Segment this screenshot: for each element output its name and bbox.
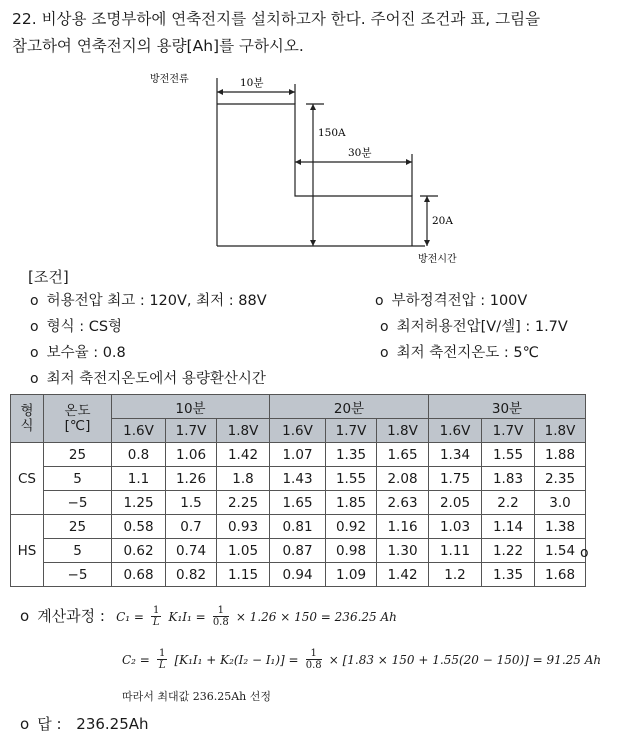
value-cell: 1.11 [429,539,482,563]
t1-label: 10분 [240,77,264,89]
capacity-conversion-table [10,394,586,587]
value-cell: 1.09 [326,563,377,587]
condition-maintenance: o 보수율 : 0.8 [30,345,126,361]
answer-label: 답 : [37,715,62,733]
value-cell: 0.81 [270,515,326,539]
value-cell: 2.35 [535,467,586,491]
fraction-1-over-0.8: $\frac{1}{0.8}$ [212,605,229,628]
value-cell: 1.38 [535,515,586,539]
header-voltage: 1.6V [270,419,326,443]
header-group-30min: 30분 [429,395,586,419]
discharge-diagram [140,66,470,266]
x-axis-label: 방전시간 [418,254,457,265]
value-cell: 1.65 [270,491,326,515]
value-cell: 0.8 [112,443,166,467]
header-voltage: 1.8V [377,419,429,443]
value-cell: 1.35 [482,563,535,587]
current-profile [217,104,412,246]
fraction-1-over-L: $\frac{1}{L}$ [152,605,160,628]
value-cell: 1.83 [482,467,535,491]
table-row [11,491,586,515]
value-cell: 1.68 [535,563,586,587]
value-cell: 0.94 [270,563,326,587]
temp-cell: 25 [44,443,112,467]
header-voltage: 1.7V [166,419,217,443]
condition-type: o 형식 : CS형 [30,319,123,335]
value-cell: 1.34 [429,443,482,467]
value-cell: 0.93 [217,515,270,539]
c2-mid: [K₁I₁ + K₂(I₂ − I₁)] = [174,653,299,667]
table-row [11,539,586,563]
value-cell: 1.5 [166,491,217,515]
calc-conclusion: 따라서 최대값 236.25Ah 선정 [122,690,272,703]
c1-tail: × 1.26 × 150 = 236.25 Ah [235,610,397,624]
value-cell: 1.03 [429,515,482,539]
value-cell: 1.88 [535,443,586,467]
value-cell: 1.25 [112,491,166,515]
conditions-title: [조건] [28,268,69,286]
value-cell: 1.43 [270,467,326,491]
y-axis-label: 방전전류 [150,74,189,85]
bullet-mark: o [380,319,389,335]
value-cell: 0.98 [326,539,377,563]
value-cell: 0.87 [270,539,326,563]
header-group-10min: 10분 [112,395,270,419]
header-voltage: 1.6V [429,419,482,443]
header-group-20min: 20분 [270,395,429,419]
c1-lhs: C₁ = [116,610,144,624]
bullet-mark: o [30,319,39,335]
question-line-1: 22. 비상용 조명부하에 연축전지를 설치하고자 한다. 주어진 조건과 표, 그림을 [12,10,541,28]
bullet-mark: o [30,371,39,387]
value-cell: 2.08 [377,467,429,491]
value-cell: 2.25 [217,491,270,515]
discharge-diagram-svg [140,66,470,266]
value-cell: 1.30 [377,539,429,563]
value-cell: 1.15 [217,563,270,587]
value-cell: 1.55 [326,467,377,491]
value-cell: 1.14 [482,515,535,539]
calc-line-2 [122,648,612,671]
table-row [11,443,586,467]
calc-label: 계산과정 : [37,607,105,625]
value-cell: 1.65 [377,443,429,467]
c2-lhs: C₂ = [122,653,150,667]
bullet-mark: o [20,715,30,733]
bullet-mark: o [380,345,389,361]
header-type: 형 식 [11,395,44,443]
bullet-mark: o [375,293,384,309]
c2-tail: × [1.83 × 150 + 1.55(20 − 150)] = 91.25 Ah [328,653,602,667]
value-cell: 1.2 [429,563,482,587]
condition-min-temp: o 최저 축전지온도 : 5℃ [380,345,539,361]
value-cell: 1.35 [326,443,377,467]
c1-mid: K₁I₁ = [168,610,206,624]
value-cell: 1.8 [217,467,270,491]
fraction-1-over-L: $\frac{1}{L}$ [158,648,166,671]
header-voltage: 1.8V [535,419,586,443]
question-line-2: 참고하여 연축전지의 용량[Ah]를 구하시오. [12,37,304,55]
value-cell: 2.05 [429,491,482,515]
value-cell: 1.07 [270,443,326,467]
value-cell: 1.06 [166,443,217,467]
value-cell: 1.42 [377,563,429,587]
value-cell: 2.2 [482,491,535,515]
temp-cell: −5 [44,563,112,587]
type-cell: CS [11,443,44,515]
value-cell: 1.54 [535,539,586,563]
value-cell: 1.22 [482,539,535,563]
value-cell: 1.05 [217,539,270,563]
answer-value: 236.25Ah [76,715,149,733]
i1-label: 150A [318,127,346,139]
value-cell: 0.7 [166,515,217,539]
value-cell: 0.74 [166,539,217,563]
temp-cell: −5 [44,491,112,515]
condition-rated-voltage: o 부하정격전압 : 100V [375,293,528,309]
value-cell: 1.55 [482,443,535,467]
condition-min-cell-voltage: o 최저허용전압[V/셀] : 1.7V [380,319,568,335]
value-cell: 1.42 [217,443,270,467]
value-cell: 2.63 [377,491,429,515]
value-cell: 1.75 [429,467,482,491]
question-text [12,6,612,60]
value-cell: 1.26 [166,467,217,491]
value-cell: 0.82 [166,563,217,587]
table-row [11,563,586,587]
fraction-1-over-0.8: $\frac{1}{0.8}$ [305,648,322,671]
answer-line [20,713,149,734]
table-caption: o 최저 축전지온도에서 용량환산시간 [30,371,266,387]
value-cell: 1.1 [112,467,166,491]
bullet-mark: o [30,345,39,361]
temp-cell: 5 [44,467,112,491]
trailing-mark: o [580,545,589,561]
table-row [11,467,586,491]
temp-cell: 5 [44,539,112,563]
value-cell: 0.68 [112,563,166,587]
calc-line-1 [20,605,610,628]
bullet-mark: o [20,607,30,625]
temp-cell: 25 [44,515,112,539]
header-temp: 온도 [℃] [44,395,112,443]
header-voltage: 1.8V [217,419,270,443]
table-row [11,515,586,539]
i2-label: 20A [432,215,453,227]
value-cell: 1.16 [377,515,429,539]
header-voltage: 1.7V [482,419,535,443]
header-voltage: 1.6V [112,419,166,443]
condition-voltage-range: o 허용전압 최고 : 120V, 최저 : 88V [30,293,267,309]
value-cell: 1.85 [326,491,377,515]
value-cell: 0.58 [112,515,166,539]
type-cell: HS [11,515,44,587]
bullet-mark: o [30,293,39,309]
value-cell: 0.92 [326,515,377,539]
value-cell: 3.0 [535,491,586,515]
header-voltage: 1.7V [326,419,377,443]
t2-label: 30분 [348,147,372,159]
value-cell: 0.62 [112,539,166,563]
